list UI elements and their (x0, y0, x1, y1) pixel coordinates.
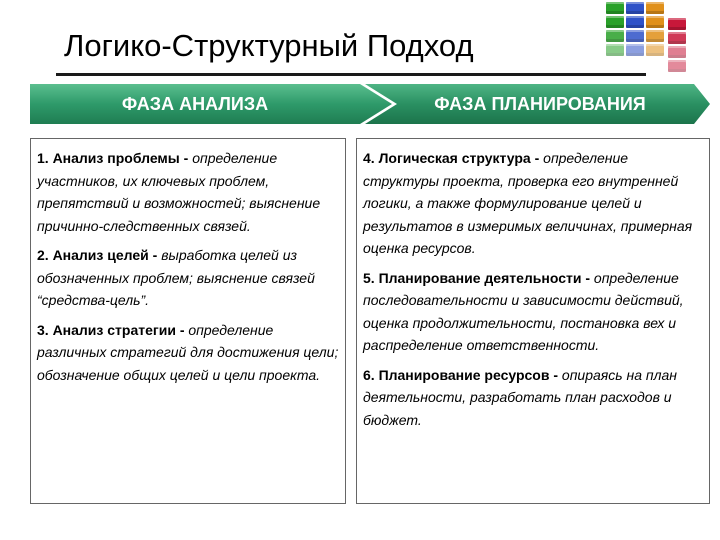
phase-banner (30, 84, 710, 124)
cube-icon (606, 30, 624, 42)
cube-icon (606, 44, 624, 56)
cube-icon (668, 32, 686, 44)
item-description: выработка целей из обозначенных проблем; выяснение связей “средства-цель”. (37, 247, 315, 308)
cube-icon (626, 30, 644, 42)
list-item (363, 267, 703, 357)
item-heading: 2. Анализ целей (37, 247, 149, 263)
list-item (37, 244, 339, 312)
item-heading: 5. Планирование деятельности - (363, 269, 591, 286)
cube-icon (668, 46, 686, 58)
item-separator: - (549, 366, 562, 383)
analysis-phase-label: ФАЗА АНАЛИЗА (121, 94, 269, 114)
item-description: опираясь на план деятельности, разработать план расходов и бюджет. (363, 366, 677, 428)
cube-icon (646, 44, 664, 56)
cube-icon (646, 30, 664, 42)
cube-icon (626, 44, 644, 56)
item-description: определение различных стратегий для достижения цели; обозначение общих целей и цели проекта. (37, 321, 339, 383)
cube-icon (646, 16, 664, 28)
item-separator: - (148, 247, 162, 263)
cube-icon (606, 2, 624, 14)
item-separator: - (530, 150, 544, 166)
item-heading: 3. Анализ стратегии (37, 321, 176, 338)
item-description: определение участников, их ключевых проблем, препятствий и возможностей; выяснение причинно-следственных связей. (37, 150, 321, 234)
item-separator: - (175, 321, 189, 338)
cube-icon (668, 60, 686, 72)
cube-icon (626, 16, 644, 28)
item-separator: - (179, 150, 193, 166)
title-underline (56, 73, 646, 76)
planning-phase-label: ФАЗА ПЛАНИРОВАНИЯ (434, 94, 646, 114)
item-description: определение структуры проекта, проверка его внутренней логики, а также формулирование целей и результатов в измеримых величинах, примерная оценка ресурсов. (363, 150, 693, 256)
analysis-panel (30, 138, 346, 504)
item-heading: 6. Планирование ресурсов (363, 366, 550, 383)
planning-panel (356, 138, 710, 504)
list-item (363, 364, 703, 432)
decorative-cubes-graphic (606, 2, 690, 72)
list-item (37, 319, 339, 387)
item-heading: 1. Анализ проблемы (37, 150, 180, 166)
cube-icon (668, 18, 686, 30)
list-item (363, 147, 703, 260)
cube-icon (646, 2, 664, 14)
list-item (37, 147, 339, 237)
cube-icon (606, 16, 624, 28)
item-description: определение последовательности и зависимости действий, оценка продолжительности, постановка вех и распределение ответственности. (363, 269, 684, 353)
item-heading: 4. Логическая структура (363, 150, 531, 166)
page-title: Логико-Структурный Подход (64, 28, 474, 63)
cube-icon (626, 2, 644, 14)
